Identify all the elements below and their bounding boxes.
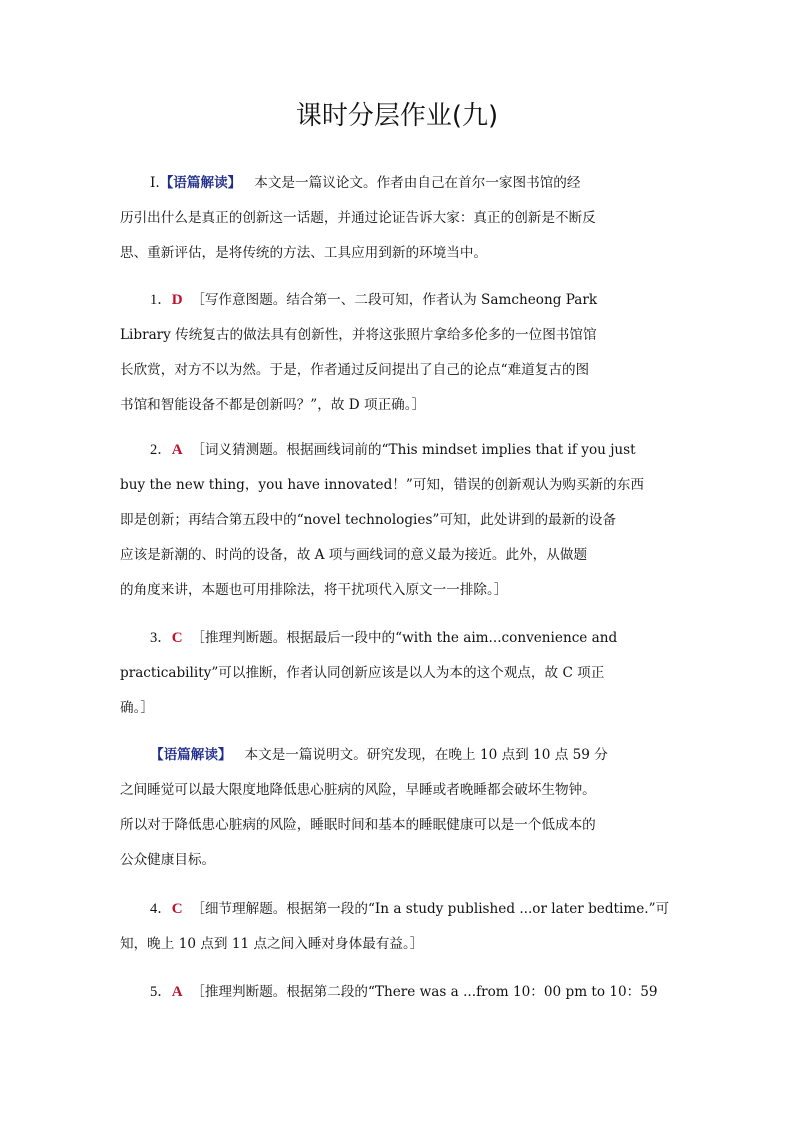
section1-text: 本文是一篇议论文。作者由自己在首尔一家图书馆的经 [254,175,581,191]
page-title: 课时分层作业(九) [295,101,499,131]
q3-text: ［推理判断题。根据最后一段中的“with the aim...convenience and [191,630,618,646]
q3-line: practicability”可以推断，作者认同创新应该是以人为本的这个观点，故 C 项正 [120,665,605,681]
q2-line: buy the new thing，you have innovated！”可知，错误的创新观认为购买新的东西 [120,477,644,493]
q5-text: ［推理判断题。根据第二段的“There was a ...from 10：00 pm to 10：59 [191,984,658,1000]
section2-line: 之间睡觉可以最大限度地降低患心脏病的风险，早睡或者晚睡都会破坏生物钟。 [120,782,596,798]
q3-number: 3． [150,630,172,646]
section1-line [120,166,676,201]
q1-line: 书馆和智能设备不都是创新吗？”，故 D 项正确。］ [120,397,426,413]
q1-line: 长欣赏，对方不以为然。于是，作者通过反问提出了自己的论点“难道复古的图 [120,362,590,378]
q3-answer: C [171,630,183,646]
q4-line [120,892,676,927]
q1-text: ［写作意图题。结合第一、二段可知，作者认为 Samcheong Park [191,292,598,308]
question-2-explanation [120,433,676,608]
q3-line: 确。］ [120,700,154,716]
section2-line: 所以对于降低患心脏病的风险，睡眠时间和基本的睡眠健康可以是一个低成本的 [120,817,596,833]
section2-paragraph [120,738,676,878]
section2-line [120,738,676,773]
section1-marker: Ⅰ. [150,175,160,191]
question-1-explanation [120,283,676,423]
q5-answer: A [171,984,183,1000]
q5-number: 5． [150,984,172,1000]
section1-line: 思、重新评估，是将传统的方法、工具应用到新的环境当中。 [120,245,488,261]
section1-paragraph [120,166,676,271]
question-4-explanation [120,892,676,962]
q1-number: 1． [150,292,172,308]
q4-answer: C [171,901,183,917]
q3-line [120,621,676,656]
q1-line: Library 传统复古的做法具有创新性，并将这张照片拿给多伦多的一位图书馆馆 [120,327,597,343]
section2-line: 公众健康目标。 [120,852,216,868]
q2-line: 即是创新；再结合第五段中的“novel technologies”可知，此处讲到的最新的设备 [120,512,617,528]
q2-line: 的角度来讲，本题也可用排除法，将干扰项代入原文一一排除。］ [120,582,508,598]
q2-line [120,433,676,468]
section1-bracket: 【语篇解读】 [159,175,242,191]
q4-text: ［细节理解题。根据第一段的“In a study published ...or later bedtime.”可 [191,901,670,917]
q4-line: 知，晚上 10 点到 11 点之间入睡对身体最有益。］ [120,936,424,952]
q2-number: 2． [150,442,172,458]
section1-line: 历引出什么是真正的创新这一话题，并通过论证告诉大家：真正的创新是不断反 [120,210,596,226]
q2-answer: A [171,442,183,458]
section2-bracket: 【语篇解读】 [150,747,232,763]
question-3-explanation [120,621,676,726]
section2-text: 本文是一篇说明文。研究发现，在晚上 10 点到 10 点 59 分 [244,747,608,763]
question-5-explanation [120,975,676,1010]
q1-answer: D [171,292,183,308]
q5-line [120,975,676,1010]
q2-line: 应该是新潮的、时尚的设备，故 A 项与画线词的意义最为接近。此外，从做题 [120,547,588,563]
q2-text: ［词义猜测题。根据画线词前的“This mindset implies that if you just [191,442,636,458]
q1-line [120,283,676,318]
q4-number: 4． [150,901,172,917]
